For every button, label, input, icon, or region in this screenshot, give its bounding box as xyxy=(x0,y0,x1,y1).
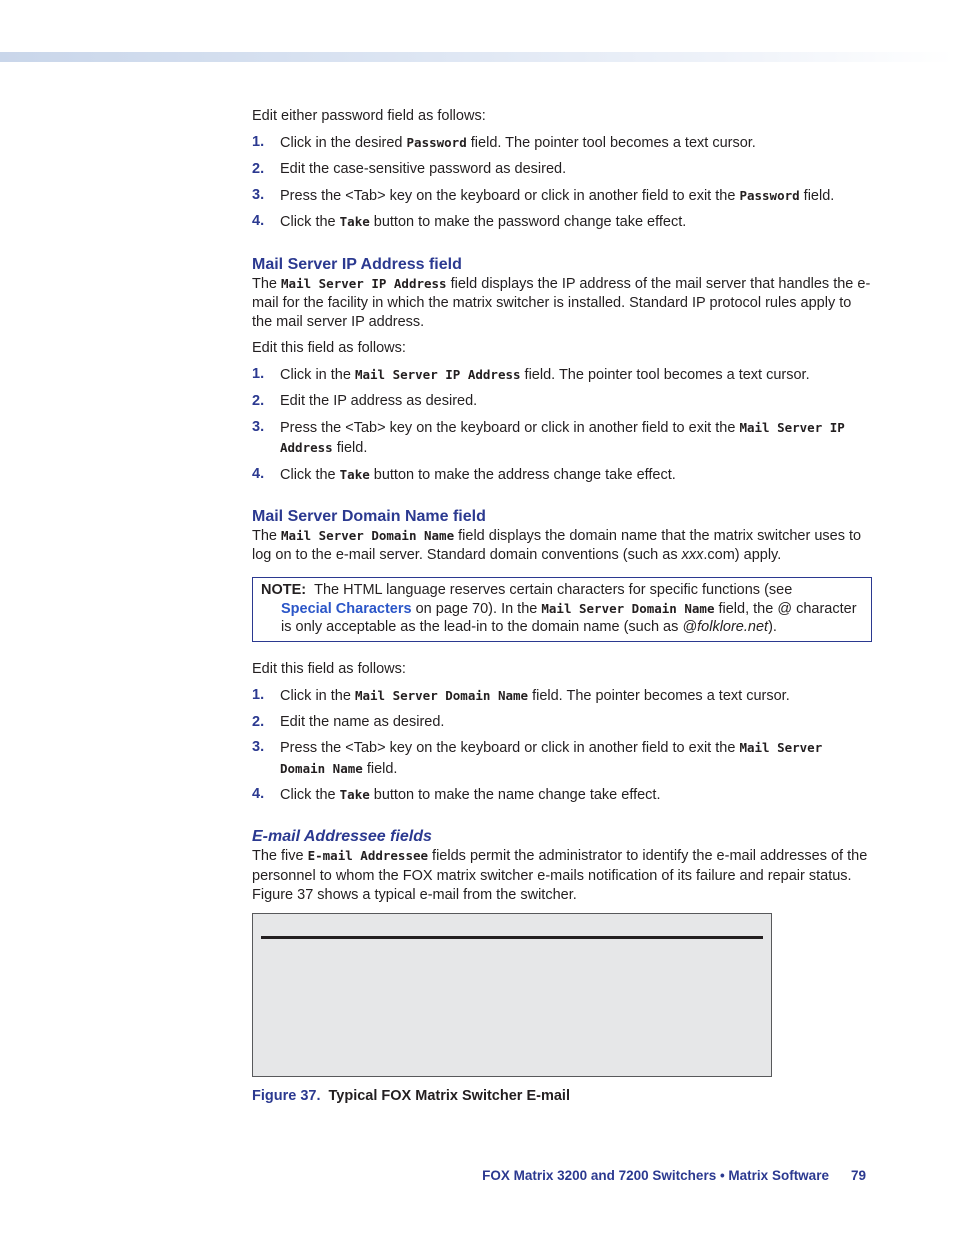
list-item: 3. Press the <Tab> key on the keyboard or click in another field to exit the Password field. xyxy=(252,186,835,204)
list-item: 2. Edit the case-sensitive password as desired. xyxy=(252,160,567,177)
email-addressee-description: The five E-mail Addressee fields permit the administrator to identify the e-mail addresses of the personnel to whom the FOX matrix switcher e-mails notification of its failure and repair status. Figure 37 shows a typical e-mail from the switcher. xyxy=(252,848,868,903)
list-item: 2. Edit the IP address as desired. xyxy=(252,393,478,410)
list-item: 4. Click the Take button to make the name change take effect. xyxy=(252,786,661,804)
mail-server-domain-steps xyxy=(252,686,872,806)
figure-caption: Figure 37. Typical FOX Matrix Switcher E-mail xyxy=(252,1088,570,1105)
password-steps xyxy=(252,133,872,232)
email-addressee-heading: E-mail Addressee fields xyxy=(252,828,432,846)
list-item: 1. Click in the desired Password field. The pointer tool becomes a text cursor. xyxy=(252,134,756,152)
note-label: NOTE: xyxy=(261,582,307,599)
note-body: Special Characters on page 70). In the Mail Server Domain Name field, the @ character is only acceptable as the lead-in to the domain name (such as @folklore.net). xyxy=(281,600,857,636)
figure-rule xyxy=(261,936,763,939)
mail-server-ip-description: The Mail Server IP Address field displays the IP address of the mail server that handles the e-mail for the facility in which the matrix switcher is installed. Standard IP protocol rules apply to the mail server IP address. xyxy=(252,275,871,330)
mail-server-ip-edit-intro: Edit this field as follows: xyxy=(252,340,406,357)
mail-server-domain-edit-intro: Edit this field as follows: xyxy=(252,660,406,677)
list-item: 1. Click in the Mail Server IP Address field. The pointer tool becomes a text cursor. xyxy=(252,366,810,384)
list-item: 4. Click the Take button to make the password change take effect. xyxy=(252,213,687,231)
list-item: 3. Press the <Tab> key on the keyboard or click in another field to exit the Mail Server IP Address field. xyxy=(252,418,845,456)
list-item: 4. Click the Take button to make the address change take effect. xyxy=(252,465,676,483)
mail-server-domain-description: The Mail Server Domain Name field displays the domain name that the matrix switcher uses to log on to the e-mail server. Standard domain conventions (such as xxx.com) apply. xyxy=(252,527,862,564)
list-item: 1. Click in the Mail Server Domain Name field. The pointer becomes a text cursor. xyxy=(252,686,790,704)
password-intro: Edit either password field as follows: xyxy=(252,108,486,124)
note-box: NOTE: The HTML language reserves certain characters for specific functions (see Special Characters on page 70). In the Mail Server Domain Name field, the @ character is only acceptable as the lead-in to the domain name (such as @folklore.net). xyxy=(252,577,872,642)
list-item: 2. Edit the name as desired. xyxy=(252,713,445,730)
mail-server-ip-heading: Mail Server IP Address field xyxy=(252,255,462,273)
special-characters-link[interactable]: Special Characters xyxy=(281,600,412,617)
header-gradient-bar xyxy=(0,52,954,62)
page-number: 79 xyxy=(850,1168,866,1183)
list-item: 3. Press the <Tab> key on the keyboard or click in another field to exit the Mail Server Domain Name field. xyxy=(252,739,823,777)
email-figure-image xyxy=(252,913,772,1077)
mail-server-ip-steps xyxy=(252,365,872,485)
page-footer: FOX Matrix 3200 and 7200 Switchers • Matrix Software 79 xyxy=(482,1168,866,1183)
mail-server-domain-heading: Mail Server Domain Name field xyxy=(252,507,486,525)
page-content xyxy=(252,107,872,1106)
